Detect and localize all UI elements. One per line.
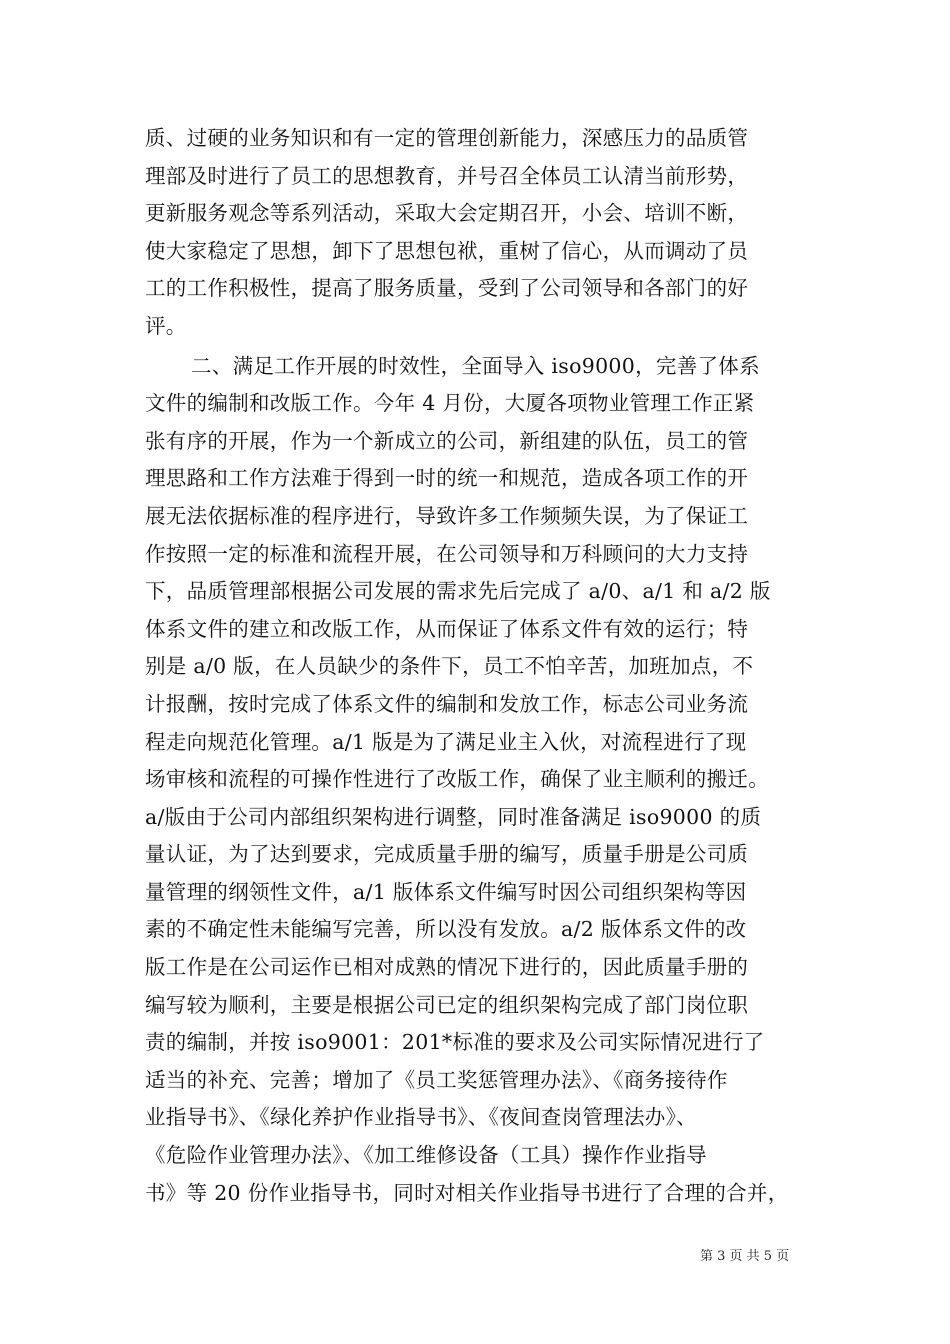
- text-line: 责的编制，并按 iso9001：201*标准的要求及公司实际情况进行了: [145, 1030, 765, 1055]
- text-line: 展无法依据标准的程序进行，导致许多工作频频失误，为了保证工: [145, 503, 749, 528]
- text-line: 质、过硬的业务知识和有一定的管理创新能力，深感压力的品质管: [145, 126, 749, 150]
- page-number: 第 3 页 共 5 页: [700, 1249, 790, 1264]
- text-line: 文件的编制和改版工作。今年 4 月份，大厦各项物业管理工作正紧: [145, 391, 755, 416]
- text-line: a/版由于公司内部组织架构进行调整，同时准备满足 iso9000 的质: [145, 804, 762, 829]
- paragraph-2: [145, 348, 817, 1213]
- text-line: 理部及时进行了员工的思想教育，并号召全体员工认清当前形势，: [145, 163, 749, 188]
- text-line: 评。: [145, 313, 187, 338]
- text-line: 场审核和流程的可操作性进行了改版工作，确保了业主顺利的搬迁。: [145, 767, 769, 792]
- text-line: 业指导书》、《绿化养护作业指导书》、《夜间查岗管理法办》、: [145, 1105, 697, 1130]
- text-line: 量认证，为了达到要求，完成质量手册的编写，质量手册是公司质: [145, 842, 749, 867]
- text-line: 书》等 20 份作业指导书，同时对相关作业指导书进行了合理的合并，: [145, 1180, 789, 1205]
- text-line: 编写较为顺利，主要是根据公司已定的组织架构完成了部门岗位职: [145, 992, 749, 1017]
- text-line: 素的不确定性未能编写完善，所以没有发放。a/2 版体系文件的改: [145, 917, 747, 942]
- text-line: 更新服务观念等系列活动，采取大会定期召开，小会、培训不断，: [145, 201, 749, 226]
- text-line: 下，品质管理部根据公司发展的需求先后完成了 a/0、a/1 和 a/2 版: [145, 579, 771, 604]
- text-line: 别是 a/0 版，在人员缺少的条件下，员工不怕辛苦，加班加点，不: [145, 654, 754, 679]
- text-line: 张有序的开展，作为一个新成立的公司，新组建的队伍，员工的管: [145, 428, 749, 453]
- text-line: 使大家稳定了思想，卸下了思想包袱，重树了信心，从而调动了员: [145, 238, 749, 263]
- text-line: 版工作是在公司运作已相对成熟的情况下进行的，因此质量手册的: [145, 955, 749, 980]
- paragraph-1: [145, 120, 817, 346]
- text-line: 量管理的纲领性文件，a/1 版体系文件编写时因公司组织架构等因: [145, 879, 747, 904]
- text-line: 适当的补充、完善；增加了《员工奖惩管理办法》、《商务接待作: [145, 1067, 728, 1092]
- text-line: 计报酬，按时完成了体系文件的编制和发放工作，标志公司业务流: [145, 691, 749, 716]
- document-body: [145, 120, 817, 1212]
- text-line: 《危险作业管理办法》、《加工维修设备（工具）操作作业指导: [145, 1143, 707, 1168]
- text-line: 二、满足工作开展的时效性，全面导入 iso9000，完善了体系: [191, 353, 760, 378]
- text-line: 体系文件的建立和改版工作，从而保证了体系文件有效的运行；特: [145, 616, 749, 641]
- text-line: 工的工作积极性，提高了服务质量，受到了公司领导和各部门的好: [145, 276, 749, 301]
- text-line: 作按照一定的标准和流程开展，在公司领导和万科顾问的大力支持: [145, 541, 749, 566]
- text-line: 程走向规范化管理。a/1 版是为了满足业主入伙，对流程进行了现: [145, 729, 747, 754]
- text-line: 理思路和工作方法难于得到一时的统一和规范，造成各项工作的开: [145, 466, 749, 491]
